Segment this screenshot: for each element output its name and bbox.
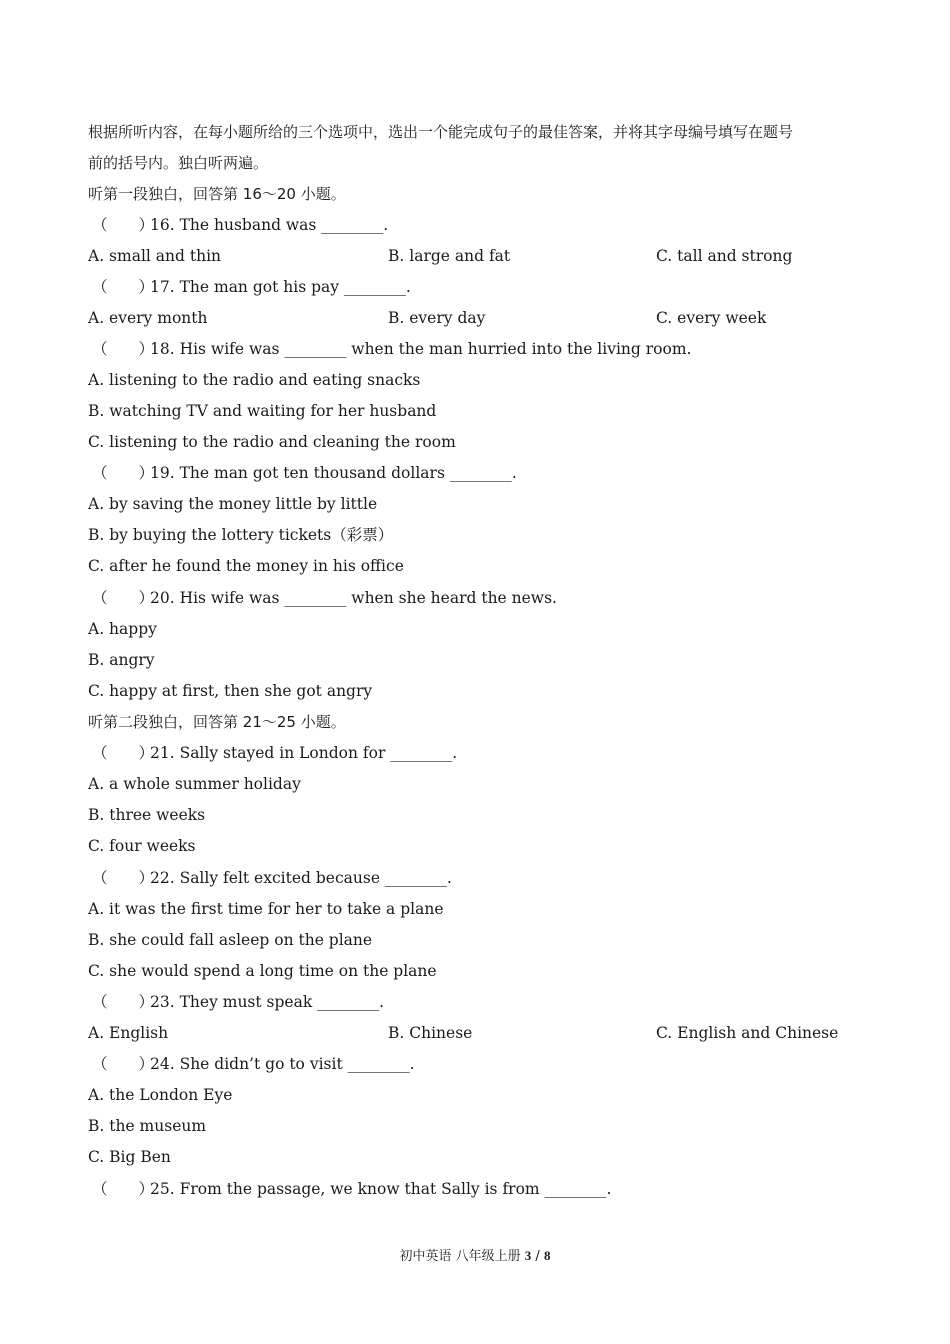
option-b: B. by buying the lottery tickets（彩票）	[88, 526, 394, 544]
answer-bracket: （ ）	[92, 464, 155, 482]
question-17	[92, 277, 411, 297]
option-b: B. three weeks	[88, 806, 206, 824]
option-a: A. it was the first time for her to take a plane	[88, 900, 444, 918]
page-total: 8	[543, 1248, 551, 1263]
answer-bracket: （ ）	[92, 589, 155, 607]
question-23	[92, 992, 384, 1012]
question-19	[92, 463, 517, 483]
section-2-title: 听第二段独白，回答第 21～25 小题。	[88, 713, 346, 731]
answer-bracket: （ ）	[92, 993, 155, 1011]
page-footer	[0, 1245, 950, 1264]
question-stem: 18. His wife was ________ when the man hurried into the living room.	[150, 340, 692, 358]
answer-bracket: （ ）	[92, 1055, 155, 1073]
answer-bracket: （ ）	[92, 1180, 155, 1198]
page-separator: /	[531, 1249, 544, 1264]
option-b: B. every day	[388, 309, 486, 327]
option-a: A. listening to the radio and eating snacks	[88, 371, 421, 389]
option-c: C. listening to the radio and cleaning the room	[88, 433, 456, 451]
question-stem: 16. The husband was ________.	[150, 216, 389, 234]
option-a: A. small and thin	[88, 247, 222, 265]
option-c: C. four weeks	[88, 837, 196, 855]
page-number: 3	[524, 1248, 532, 1263]
option-a: A. English	[88, 1024, 169, 1042]
option-b: B. watching TV and waiting for her husband	[88, 402, 437, 420]
question-stem: 22. Sally felt excited because ________.	[150, 869, 452, 887]
option-a: A. a whole summer holiday	[88, 775, 301, 793]
question-stem: 21. Sally stayed in London for ________.	[150, 744, 458, 762]
answer-bracket: （ ）	[92, 869, 155, 887]
question-21	[92, 743, 457, 763]
section-1-title: 听第一段独白，回答第 16～20 小题。	[88, 185, 346, 203]
question-stem: 19. The man got ten thousand dollars ________.	[150, 464, 517, 482]
option-b: B. Chinese	[388, 1024, 473, 1042]
question-18	[92, 339, 691, 359]
option-b: B. she could fall asleep on the plane	[88, 931, 373, 949]
option-a: A. by saving the money little by little	[88, 495, 378, 513]
instructions-line-1: 根据所听内容，在每小题所给的三个选项中，选出一个能完成句子的最佳答案，并将其字母编号填写在题号	[88, 123, 794, 141]
instructions-line-2: 前的括号内。独白听两遍。	[88, 154, 269, 172]
answer-bracket: （ ）	[92, 744, 155, 762]
question-25	[92, 1179, 611, 1199]
question-22	[92, 868, 452, 888]
option-b: B. the museum	[88, 1117, 207, 1135]
option-b: B. large and fat	[388, 247, 511, 265]
answer-bracket: （ ）	[92, 278, 155, 296]
option-c: C. tall and strong	[656, 247, 793, 265]
question-16	[92, 215, 388, 235]
answer-bracket: （ ）	[92, 340, 155, 358]
option-c: C. she would spend a long time on the plane	[88, 962, 437, 980]
question-stem: 24. She didn’t go to visit ________.	[150, 1055, 415, 1073]
option-c: C. Big Ben	[88, 1148, 171, 1166]
question-stem: 25. From the passage, we know that Sally is from ________.	[150, 1180, 612, 1198]
option-b: B. angry	[88, 651, 155, 669]
option-c: C. after he found the money in his office	[88, 557, 404, 575]
option-c: C. happy at first, then she got angry	[88, 682, 373, 700]
option-a: A. happy	[88, 620, 157, 638]
option-a: A. the London Eye	[88, 1086, 233, 1104]
question-24	[92, 1054, 415, 1074]
option-c: C. every week	[656, 309, 767, 327]
question-20	[92, 588, 557, 608]
question-stem: 20. His wife was ________ when she heard the news.	[150, 589, 557, 607]
option-c: C. English and Chinese	[656, 1024, 839, 1042]
question-stem: 17. The man got his pay ________.	[150, 278, 411, 296]
footer-course-label: 初中英语 八年级上册	[399, 1249, 525, 1264]
question-stem: 23. They must speak ________.	[150, 993, 385, 1011]
answer-bracket: （ ）	[92, 216, 155, 234]
option-a: A. every month	[88, 309, 208, 327]
